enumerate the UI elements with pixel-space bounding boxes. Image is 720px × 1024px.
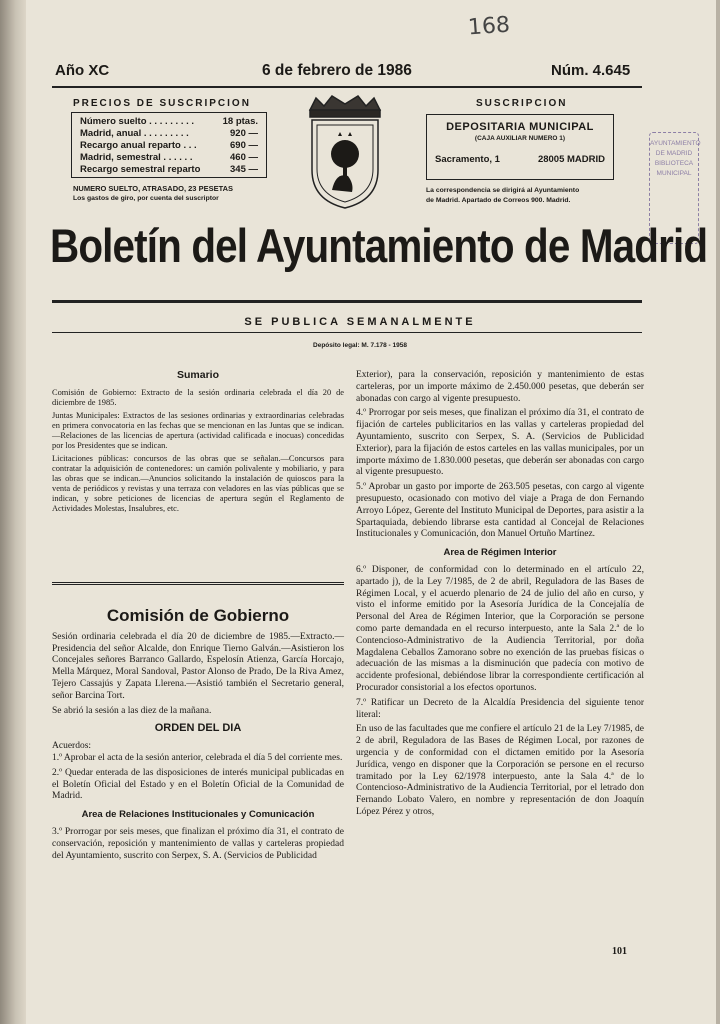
right-column (356, 370, 644, 822)
acuerdo-3: 3.º Prorrogar por seis meses, que finalizan el próximo día 31, el contrato de conservación, reposición y mantenimiento de vallas y carteleras propiedad del Ayuntamiento, suscrito con Serpex, S. A. (Servicios de Publicidad (52, 826, 344, 861)
library-stamp: AYUNTAMIENTO DE MADRID BIBLIOTECA MUNICIPAL (649, 132, 699, 244)
tagline-rule (52, 332, 642, 333)
legal-deposit: Depósito legal: M. 7.178 - 1958 (313, 342, 407, 349)
newspaper-title: Boletín del Ayuntamiento de Madrid (50, 219, 708, 272)
subscription-note-2: de Madrid. Apartado de Correos 900. Madrid. (426, 197, 571, 204)
sumario-title: Sumario (176, 369, 219, 381)
title-rule (52, 300, 642, 303)
area-regimen-title: Area de Régimen Interior (443, 547, 557, 559)
continued-text: Exterior), para la conservación, reposición y mantenimiento de estas carteleras, por un importe máximo de 2.450.000 pesetas, que deberán ser abonadas con cargo al vigente presupuesto. (356, 370, 644, 404)
price-row: Madrid, semestral . . . . . . 460 — (80, 152, 258, 163)
acuerdo-6: 6.º Disponer, de conformidad con lo determinado en el artículo 22, apartado j), de la Ley 7/1985, de 2 de abril, Reguladora de las Bases de Régimen Local, y el acuerdo plenario de 24 de julio del año en curso, y visto el informe emitido por la Asesoría Jurídica de la Concejalía de Personal del Area de Régimen Interior, que la Corporación se persone como parte demandada en el recurso interpuesto, ante la Sala 2.ª de lo Contencioso-Administrativo de la Audiencia Territorial, por doña Magdalena Ceballos Zamorano sobre no exención de las pruebas físicas o adecuación de las mismas a la disminución que padecía con motivo de accidente profesional, debiéndose librar la correspondiente certificación al Procurador consistorial a los efectos oportunos. (356, 564, 644, 693)
page-number: 101 (612, 946, 627, 957)
decreto-text: En uso de las facultades que me confiere el artículo 21 de la Ley 7/1985, de 2 de abril, Reguladora de las Bases de Régimen Local, por razones de urgencia y de conformidad con el dictamen emitido por la Asesoría Jurídica, vengo en disponer que la Corporación se persone en el recurso tramitado por la Ley 62/1978 interpuesto, ante la Sala 4.ª de lo Contencioso-Administrativo de la Audiencia Territorial, por el letrado don Fernando Lobato Valero, en nombre y representación de don Joaquín López Pérez y otros, (356, 724, 644, 817)
sumario-rule (52, 582, 344, 585)
issue-number: Núm. 4.645 (551, 62, 631, 79)
price-row: Madrid, anual . . . . . . . . . 920 — (80, 128, 258, 139)
sesion-text: Sesión ordinaria celebrada el día 20 de diciembre de 1985.—Extracto.—Presidencia del señor Alcalde, don Enrique Tierno Galván.—Asistieron los Concejales señores Barranco Gallardo, Espelosín Atienza, García Horcajo, Mella Márquez, Moral Sandoval, Pastor Alonso de Prado, De la Riva Amez, Tejero Cassajús y Zapata Llerena.—Asistió también el Secretario general, señor Barcina Tort. (52, 631, 344, 701)
subscription-note-1: La correspondencia se dirigirá al Ayuntamiento (426, 187, 580, 194)
acuerdo-7: 7.º Ratificar un Decreto de la Alcaldía Presidencia del siguiente tenor literal: (356, 697, 644, 720)
acuerdos-label: Acuerdos: (52, 741, 92, 752)
sumario-item: Juntas Municipales: Extractos de las sesiones ordinarias y extraordinarias celebradas en primera convocatoria en las fechas que se mencionan en las Juntas que se indican.—Relaciones de las licencias de apertura (actividad calificada e inocuas) concedidas por los Presidentes que se indican. (52, 410, 344, 450)
left-column-lower (52, 606, 344, 865)
price-row: Número suelto . . . . . . . . . 18 ptas. (80, 116, 258, 127)
issue-date: 6 de febrero de 1986 (262, 62, 412, 79)
madrid-coat-of-arms-icon (302, 92, 388, 212)
prices-heading: PRECIOS DE SUSCRIPCION (73, 98, 251, 109)
tagline: SE PUBLICA SEMANALMENTE (244, 316, 476, 328)
area-relaciones-title: Area de Relaciones Institucionales y Comunicación (81, 809, 315, 821)
left-column (52, 370, 344, 517)
prices-note-1: NUMERO SUELTO, ATRASADO, 23 PESETAS (73, 184, 234, 193)
subscription-heading: SUSCRIPCION (476, 98, 568, 109)
subscription-box (426, 114, 614, 180)
sumario-item: Licitaciones públicas: concursos de las obras que se señalan.—Concursos para contratar la adquisición de contenedores: un camión polivalente y mobiliario, y para las obras que se indican.—Anuncios solicitando la instalación de quioscos para la venta de periódicos y revistas y una terraza con veladores en las vías públicas que se indican, y sobre peticiones de licencias de apertura según el Reglamento de Actividades Molestas, Insalubres, etc. (52, 453, 344, 513)
office-name: DEPOSITARIA MUNICIPAL (446, 121, 594, 133)
header-rule (52, 86, 642, 88)
acuerdo-2: 2.º Quedar enterada de las disposiciones de interés municipal publicadas en el Boletín Oficial del Estado y en el Boletín Oficial de la Comunidad de Madrid. (52, 767, 344, 802)
price-row: Recargo semestral reparto 345 — (80, 164, 258, 175)
year-label: Año XC (55, 62, 110, 79)
sumario-item: Comisión de Gobierno: Extracto de la sesión ordinaria celebrada el día 20 de diciembre de 1985. (52, 387, 344, 407)
handwritten-number: 168 (467, 12, 511, 41)
prices-table (71, 112, 267, 178)
orden-title: ORDEN DEL DIA (154, 722, 242, 735)
acuerdo-1: 1.º Aprobar el acta de la sesión anterior, celebrada el día 5 del corriente mes. (52, 752, 343, 763)
book-binding (0, 0, 26, 1024)
comision-title: Comisión de Gobierno (106, 606, 290, 625)
acuerdo-5: 5.º Aprobar un gasto por importe de 263.505 pesetas, con cargo al vigente presupuesto, ocasionado con motivo del viaje a Praga de don Fernando Arroyo López, Gerente del Instituto Municipal de Deportes, para asistir a la Spartaquiada, debiendo librarse esta cantidad al Concejal de Relaciones Institucionales y Comunicación, don Manuel Ortuño Martínez. (356, 482, 644, 540)
price-row: Recargo anual reparto . . . 690 — (80, 140, 258, 151)
abre-text: Se abrió la sesión a las diez de la mañana. (52, 705, 212, 716)
office-address: Sacramento, 1 28005 MADRID (435, 154, 605, 165)
prices-note-2: Los gastos de giro, por cuenta del suscriptor (73, 195, 219, 202)
office-sub: (CAJA AUXILIAR NUMERO 1) (474, 135, 566, 142)
acuerdo-4: 4.º Prorrogar por seis meses, que finalizan el próximo día 31, el contrato de fijación de carteles publicitarios en las vallas y carteleras propiedad del Ayuntamiento, suscrito con Serpex, S. A. (Servicios de Publicidad Exterior), para la fijación de estos carteles en las vallas municipales, por un importe máximo de 1.830.000 pesetas, que deberán ser abonadas con cargo al vigente presupuesto. (356, 408, 644, 478)
